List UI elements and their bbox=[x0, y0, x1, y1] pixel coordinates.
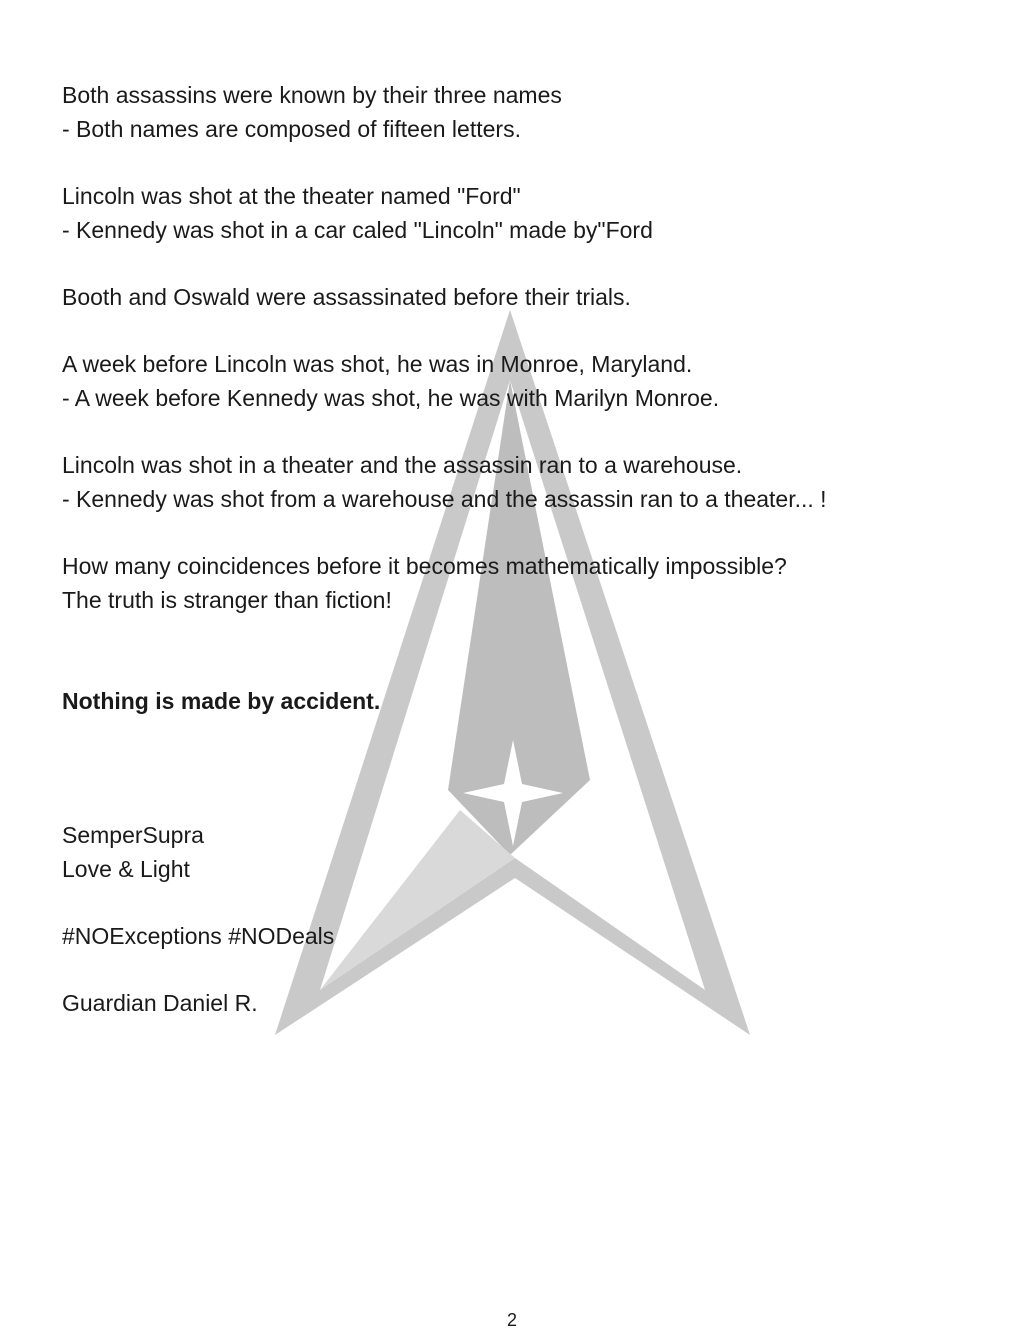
p6-line1: How many coincidences before it becomes mathematically impossible? bbox=[62, 553, 787, 579]
p1-line2: - Both names are composed of fifteen letters. bbox=[62, 116, 521, 142]
p4-line1: A week before Lincoln was shot, he was in Monroe, Maryland. bbox=[62, 351, 693, 377]
hashtags: #NOExceptions #NODeals bbox=[62, 923, 335, 949]
author-signature: Guardian Daniel R. bbox=[62, 990, 258, 1016]
p6-line2: The truth is stranger than fiction! bbox=[62, 587, 392, 613]
p5-line1: Lincoln was shot in a theater and the assassin ran to a warehouse. bbox=[62, 452, 743, 478]
p2-line1: Lincoln was shot at the theater named "Ford" bbox=[62, 183, 521, 209]
p4-line2: - A week before Kennedy was shot, he was with Marilyn Monroe. bbox=[62, 385, 720, 411]
p5-line2: - Kennedy was shot from a warehouse and the assassin ran to a theater... ! bbox=[62, 486, 827, 512]
page-number: 2 bbox=[506, 1310, 517, 1330]
signature-line1: SemperSupra bbox=[62, 822, 204, 848]
emphasis-line: Nothing is made by accident. bbox=[62, 688, 381, 714]
p2-line2: - Kennedy was shot in a car caled "Lincoln" made by"Ford bbox=[62, 217, 653, 243]
p1-line1: Both assassins were known by their three names bbox=[62, 82, 562, 108]
p3-line1: Booth and Oswald were assassinated before their trials. bbox=[62, 284, 631, 310]
document-body bbox=[62, 78, 962, 1020]
signature-line2: Love & Light bbox=[62, 856, 190, 882]
